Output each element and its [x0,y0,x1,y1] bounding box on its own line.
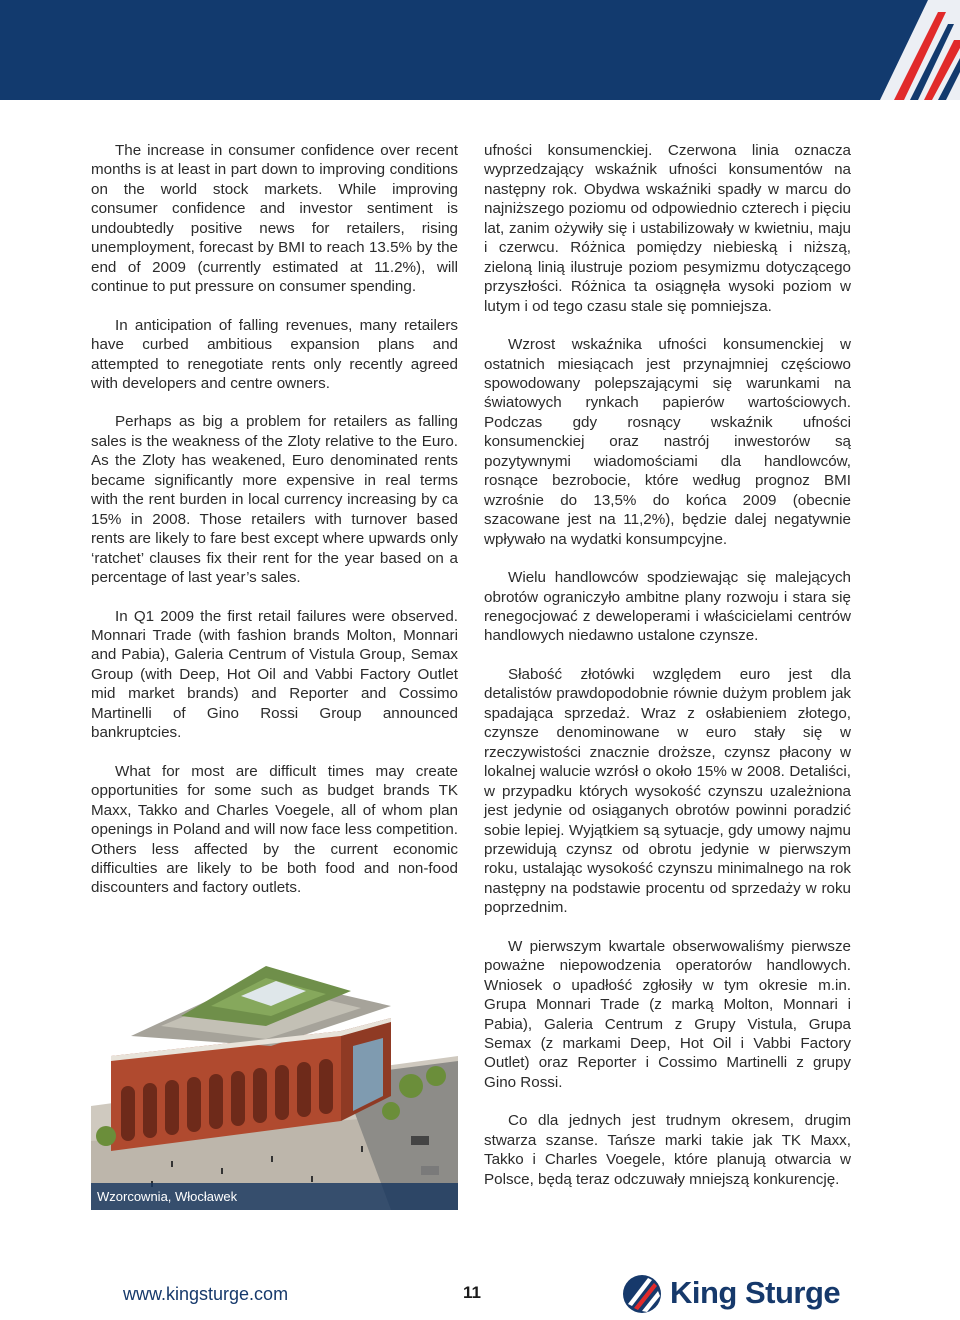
building-illustration [91,936,458,1210]
article-paragraph: In Q1 2009 the first retail failures were observed. Monnari Trade (with fashion brands Molton, Monnari and Pabia), Galeria Centrum of Vistula Group, Semax Group (with Deep, Hot Oil and Vabbi Factory Outlet mid market brands) and Reporter and Cossimo Martinelli of Gino Rossi Group announced bankruptcies. [91,607,458,742]
logo-wordmark: King Sturge [670,1275,841,1310]
brand-swoosh-icon [850,0,960,100]
article-paragraph: Perhaps as big a problem for retailers as falling sales is the weakness of the Zloty relative to the Euro. As the Zloty has weakened, Euro denominated rents became significantly more expensive in real terms with the rent burden in local currency increasing by ca 15% in 2008. Those retailers with turnover based rents are likely to fare best except where upwards only ‘ratchet’ clauses fix their rent for the year based on a percentage of last year’s sales. [91,413,458,587]
article-paragraph: Wzrost wskaźnika ufności konsumenckiej w ostatnich miesiącach jest przynajmniej częściowo spowodowany polepszającymi się warunkami na światowych rynkach papierów wartościowych. Podczas gdy rosnący wskaźnik ufności konsumenckiej oraz nastrój inwestorów są pozytywnymi wiadomościami dla handlowców, rosnące bezrobocie, które według prognoz BMI wzrośnie do 13,5% do końca 2009 (obecnie szacowane jest na 11,2%), będzie dalej negatywnie wpływało na wydatki konsumpcyjne. [484,336,851,548]
article-left-column [91,141,458,917]
article-paragraph: The increase in consumer confidence over recent months is at least in part down to improving conditions on the world stock markets. While improving consumer confidence and investor sentiment is undoubtedly positive news for retailers, rising unemployment, forecast by BMI to reach 13.5% by the end of 2009 (currently estimated at 11.2%), will continue to put pressure on consumer spending. [91,142,458,296]
article-right-column [484,141,851,1208]
article-paragraph: In anticipation of falling revenues, many retailers have curbed ambitious expansion plans and attempted to renegotiate rents only recently agreed with developers and centre owners. [91,316,458,392]
article-paragraph: Wielu handlowców spodziewając się malejących obrotów ograniczyło ambitne plany rozwoju i stara się renegocjować z deweloperami i właścicielami centrów handlowych niedawno ustalone czynsze. [484,569,851,645]
photo-caption: Wzorcownia, Włocławek [91,1183,458,1210]
article-paragraph: What for most are difficult times may create opportunities for some such as budget brands TK Maxx, Takko and Charles Voegele, all of whom plan openings in Poland and will now face less competition. Others less affected by the current economic difficulties are likely to be both food and non-food discounters and factory outlets. [91,762,458,897]
header-banner [0,0,960,100]
article-paragraph: Słabość złotówki względem euro jest dla detalistów prawdopodobnie równie dużym problem jak spadająca sprzedaż. Wraz z osłabieniem złotego, czynsze denominowane w euro stały się w rzeczywistości znacznie droższe, czynsz płacony w lokalnej walucie wzrósł o około 15% w 2008. Detaliści, w przypadku których wysokość czynszu uzależniona jest jedynie od osiąganych obrotów powinni poradzić sobie lepiej. Wyjątkiem są sytuacje, gdy umowy najmu przewidują czynsz od obrotu jedynie w pierwszym roku, ustalając wysokość czynszu minimalnego na rok następny na podstawie procentu od sprzedaży w roku poprzednim. [484,665,851,917]
article-paragraph: ufności konsumenckiej. Czerwona linia oznacza wyprzedzający wskaźnik ufności konsumentów na następny rok. Obydwa wskaźniki spadły w marcu do najniższego poziomu od odpowiednio czterech i pięciu lat, zanim ożywiły się i ustabilizowały w kwietniu, maju i czerwcu. Różnica pomiędzy niebieską i niższą, zieloną linią ilustruje poziom pesymizmu dotyczącego przyszłości. Różnica ta osiągnęła wysoki poziom w lutym i od tego czasu stale się pomniejsza. [484,142,851,315]
article-paragraph: W pierwszym kwartale obserwowaliśmy pierwsze poważne niepowodzenia operatorów handlowych. Wniosek o upadłość zgłosiły w tym okresie m.in. Grupa Monnari Trade (z marką Molton, Monnari i Pabia), Galeria Centrum z Grupy Vistula, Grupa Semax (z markami Deep, Hot Oil i Vabbi Factory Outlet) oraz Reporter i Cossimo Martinelli z grupy Gino Rossi. [484,937,851,1091]
page-number: 11 [463,1283,481,1302]
article-paragraph: Co dla jednych jest trudnym okresem, drugim stwarza szanse. Tańsze marki takie jak TK Maxx, Takko i Charles Voegele, które planują otwarcia w Polsce, będą teraz odczuwały mniejszą konkurencję. [484,1112,851,1188]
company-logo [622,1272,862,1316]
building-rendering-photo [91,936,458,1210]
footer-website-link[interactable]: www.kingsturge.com [123,1284,289,1304]
globe-logo-icon [622,1274,662,1314]
